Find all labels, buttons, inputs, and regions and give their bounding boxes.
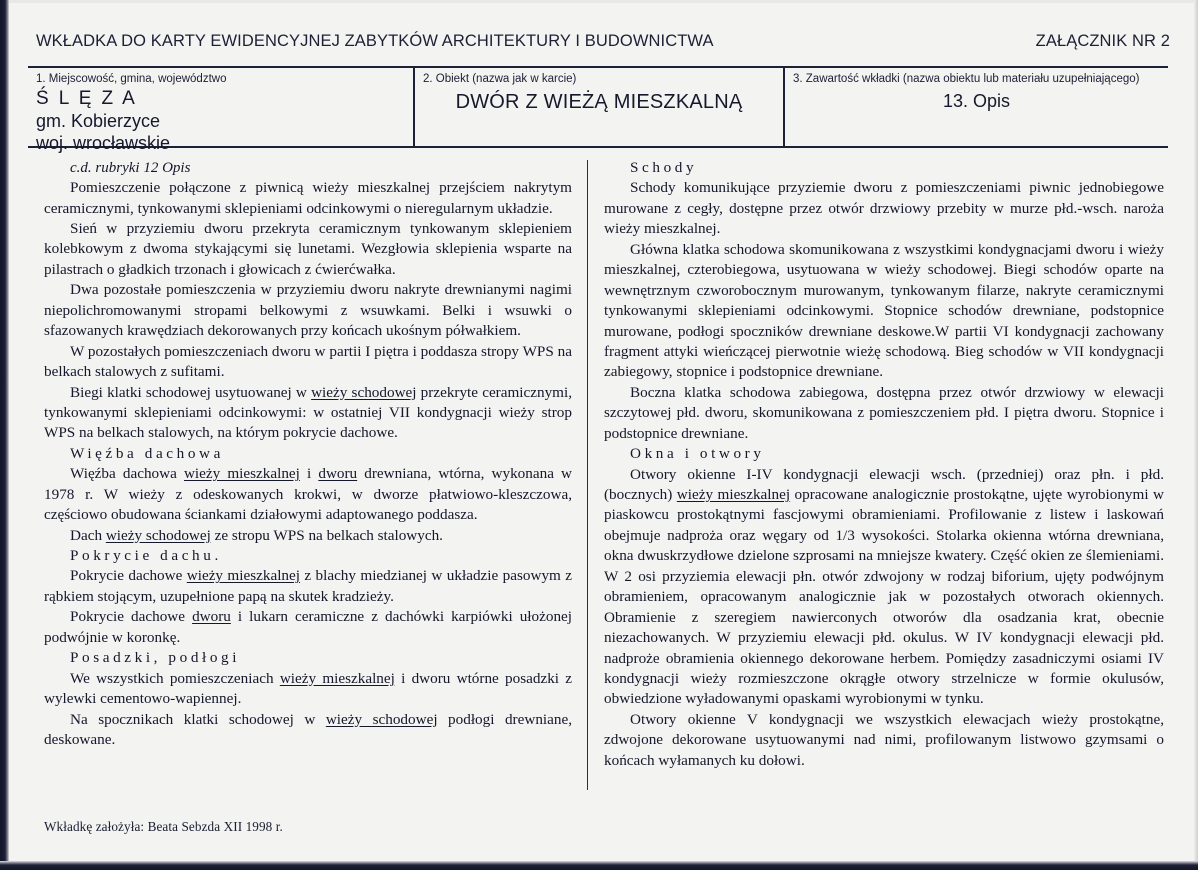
header-cell-object-label: 2. Obiekt (nazwa jak w karcie): [423, 73, 577, 85]
header-cell-locality-label: 1. Miejscowość, gmina, województwo: [36, 73, 227, 85]
left-section-heading-posadzki: Posadzki, podłogi: [70, 649, 241, 667]
right-sec1-paragraph-2: Główna klatka schodowa skomunikowana z wszystkimi kondygnacjami dworu i wieży mieszkalnej, czterobiegowa, usytuowana w wieży schodowej. Biegi schodów oparte na wewnętrznym czworobocznym murowanym, tynkowanym filarze, nakryte ceramicznymi tynkowanymi sklepieniami odcinkowymi. Stopnice schodów drewniane, podstopnice murowane, podłogi spoczników drewniane deskowe.W partii VI kondygnacji zachowany fragment attyki wieńczącej pierwotnie wieżę schodową. Bieg schodów w VII kondygnacji zabiegowy, stopnice i podstopnice drewniane.: [604, 240, 1164, 381]
content-name: 13. Opis: [942, 91, 1011, 112]
text-run: Biegi klatki schodowej usytuowanej w: [70, 383, 312, 401]
footer-note: Wkładkę założyła: Beata Sebzda XII 1998 r.: [44, 819, 283, 834]
left-sec3-paragraph-1: [44, 669, 572, 710]
left-section-heading-wiezba: Więźba dachowa: [70, 444, 224, 462]
annex-label: ZAŁĄCZNIK NR 2: [1035, 31, 1170, 50]
left-sec2-paragraph-2: [44, 607, 572, 648]
locality-gmina: gm. Kobierzyce: [36, 111, 161, 132]
object-name: DWÓR Z WIEŻĄ MIESZKALNĄ: [455, 91, 743, 114]
locality-name: Ś L Ę Z A: [36, 88, 138, 110]
left-paragraph-5: [44, 383, 572, 444]
text-run: i lukarn ceramiczne z dachówki karpiówki ułożonej podwójnie w koronkę.: [44, 608, 573, 646]
right-sec1-paragraph-1: Schody komunikujące przyziemie dworu z pomieszczeniami piwnic jednobiegowe murowane z cegły, dostępne przez otwór drzwiowy przebity w murze płd.-wsch. naroża wieży mieszkalnej.: [604, 179, 1164, 238]
scan-edge-left: [0, 0, 9, 870]
left-paragraph-3: Dwa pozostałe pomieszczenia w przyziemiu dworu nakryte drewnianymi nagimi niepolichromowanymi stropami belkowymi z wsuwkami. Belki i wsuwki o sfazowanych krawędziach dekorowanych przy końcach ukośnym półwałkiem.: [44, 281, 572, 340]
text-run: We wszystkich pomieszczeniach: [70, 669, 280, 687]
underlined-term: wieży mieszkalnej: [676, 486, 791, 503]
scan-edge-right: [1194, 0, 1198, 870]
left-paragraph-4: W pozostałych pomieszczeniach dworu w partii I piętra i poddasza stropy WPS na belkach stalowych z sufitami.: [44, 342, 572, 381]
scan-edge-top: [0, 0, 1198, 3]
left-sec3-paragraph-2: [44, 710, 572, 751]
text-run: z blachy miedzianej w układzie pasowym z rąbkiem stojącym, uzupełnione papą na skutek kradzieży.: [44, 567, 572, 605]
left-sec1-paragraph-2: [44, 526, 572, 546]
page-title: WKŁADKA DO KARTY EWIDENCYJNEJ ZABYTKÓW ARCHITEKTURY I BUDOWNICTWA: [36, 31, 714, 50]
underlined-term: wieży schodowej: [325, 710, 438, 728]
text-run: drewniana, wtórna, wykonana w 1978 r. W wieży z odeskowanych krokwi, w dworze płatwiowo-kleszczowa, częściowo obudowana ściankami działowymi adaptowanego poddasza.: [44, 465, 573, 524]
right-sec2-paragraph-1: [604, 465, 1164, 710]
left-sec1-paragraph-1: [44, 464, 572, 525]
text-run: Otwory okienne I-IV kondygnacji elewacji wsch. (przedniej) oraz płn. i płd. (bocznych): [604, 465, 1164, 503]
right-sec1-paragraph-3: Boczna klatka schodowa zabiegowa, dostępna przez otwór drzwiowy w elewacji szczytowej płd. dworu, skomunikowana z pomieszczeniem płd. I piętra dworu. Stopnice i podstopnice drewniane.: [604, 383, 1164, 442]
locality-voivodeship: woj. wrocławskie: [36, 133, 171, 154]
text-run: Dach: [70, 526, 106, 544]
header-table: [28, 66, 1168, 154]
right-section-heading-schody: Schody: [630, 159, 698, 176]
underlined-term: wieży schodowej: [311, 383, 417, 401]
text-run: podłogi drewniane, deskowane.: [44, 710, 573, 748]
document-title-row: [36, 26, 1170, 56]
header-cell-locality: [28, 68, 413, 154]
text-run: opracowane analogicznie prostokątne, ujęte wyrobionymi w piaskowcu prostokątnymi fascjowymi obramieniami. Profilowanie z listew i laskowań obejmuje nadproża oraz węgary od 1/3 wysokości. Stolarka okienna wtórna drewniana, okna dwuskrzydłowe dzielone szprosami na mniejsze kwatery. Część okien ze ślemieniami. W 2 osi przyziemia elewacji płn. otwór zdwojony w rodzaj biforium, ujęty podwójnym obramieniem, opracowanym analogicznie jak w pozostałych otworach okiennych. Obramienie z szeregiem nawierconych otworów dla osadzania krat, obecnie niezachowanych. W przyziemiu elewacji płd. okulus. W IV kondygnacji elewacji płd. nadproże obramienia okiennego dekorowane herbem. Pomiędzy zasadniczymi osiami IV kondygnacji wieży rozmieszczone okrągłe otwory strzelnicze w formie okulusów, obwiedzione wyładowanymi opaskami wyrobionymi w tynku.: [604, 486, 1165, 708]
left-sec2-paragraph-1: [44, 566, 572, 607]
header-cell-content-label: 3. Zawartość wkładki (nazwa obiektu lub materiału uzupełniającego): [793, 73, 1140, 85]
header-cell-object: [413, 68, 783, 146]
underlined-term: wieży schodowej: [105, 526, 211, 544]
right-sec2-paragraph-2: Otwory okienne V kondygnacji we wszystkich elewacjach wieży prostokątne, zdwojone dekorowane usytuowanymi nad nimi, profilowanym listwowo gzymsami o końcach wyłamanych ku dołowi.: [604, 710, 1164, 769]
right-column: [604, 158, 1164, 771]
column-divider: [587, 160, 588, 790]
underlined-term: dworu: [192, 608, 231, 626]
text-run: Na spocznikach klatki schodowej w: [70, 710, 326, 728]
underlined-term: dworu: [318, 465, 358, 483]
text-run: przekryte ceramicznymi, tynkowanymi sklepieniami odcinkowymi: w ostatniej VII kondygnacji wieży strop WPS na belkach stalowych, na którym pokrycie dachowe.: [44, 383, 573, 442]
header-cell-content: [783, 68, 1168, 146]
left-column: [44, 158, 572, 750]
underlined-term: wieży mieszkalnej: [183, 465, 300, 483]
scan-edge-bottom: [0, 861, 1198, 870]
text-run: Więźba dachowa: [70, 465, 184, 483]
left-paragraph-1: Pomieszczenie połączone z piwnicą wieży mieszkalnej przejściem nakrytym ceramicznymi, tynkowanymi sklepieniami odcinkowymi o nieregularnym układzie.: [44, 179, 572, 217]
text-run: ze stropu WPS na belkach stalowych.: [210, 526, 443, 544]
left-subheading: c.d. rubryki 12 Opis: [70, 160, 191, 176]
text-run: Pokrycie dachowe: [70, 608, 193, 626]
underlined-term: wieży mieszkalnej: [279, 669, 395, 687]
left-section-heading-pokrycie: Pokrycie dachu.: [70, 547, 222, 565]
right-section-heading-okna: Okna i otwory: [630, 445, 765, 463]
left-paragraph-2: Sień w przyziemiu dworu przekryta ceramicznym tynkowanym sklepieniem kolebkowym z dwoma stykającymi się lunetami. Wezgłowia sklepienia wsparte na pilastrach o gładkich trzonach i głowicach z ćwierćwałka.: [44, 220, 572, 278]
text-run: i: [299, 465, 319, 483]
text-run: Pokrycie dachowe: [70, 567, 187, 585]
underlined-term: wieży mieszkalnej: [186, 567, 300, 585]
text-run: i dworu wtórne posadzki z wylewki cementowo-wapiennej.: [44, 669, 573, 708]
